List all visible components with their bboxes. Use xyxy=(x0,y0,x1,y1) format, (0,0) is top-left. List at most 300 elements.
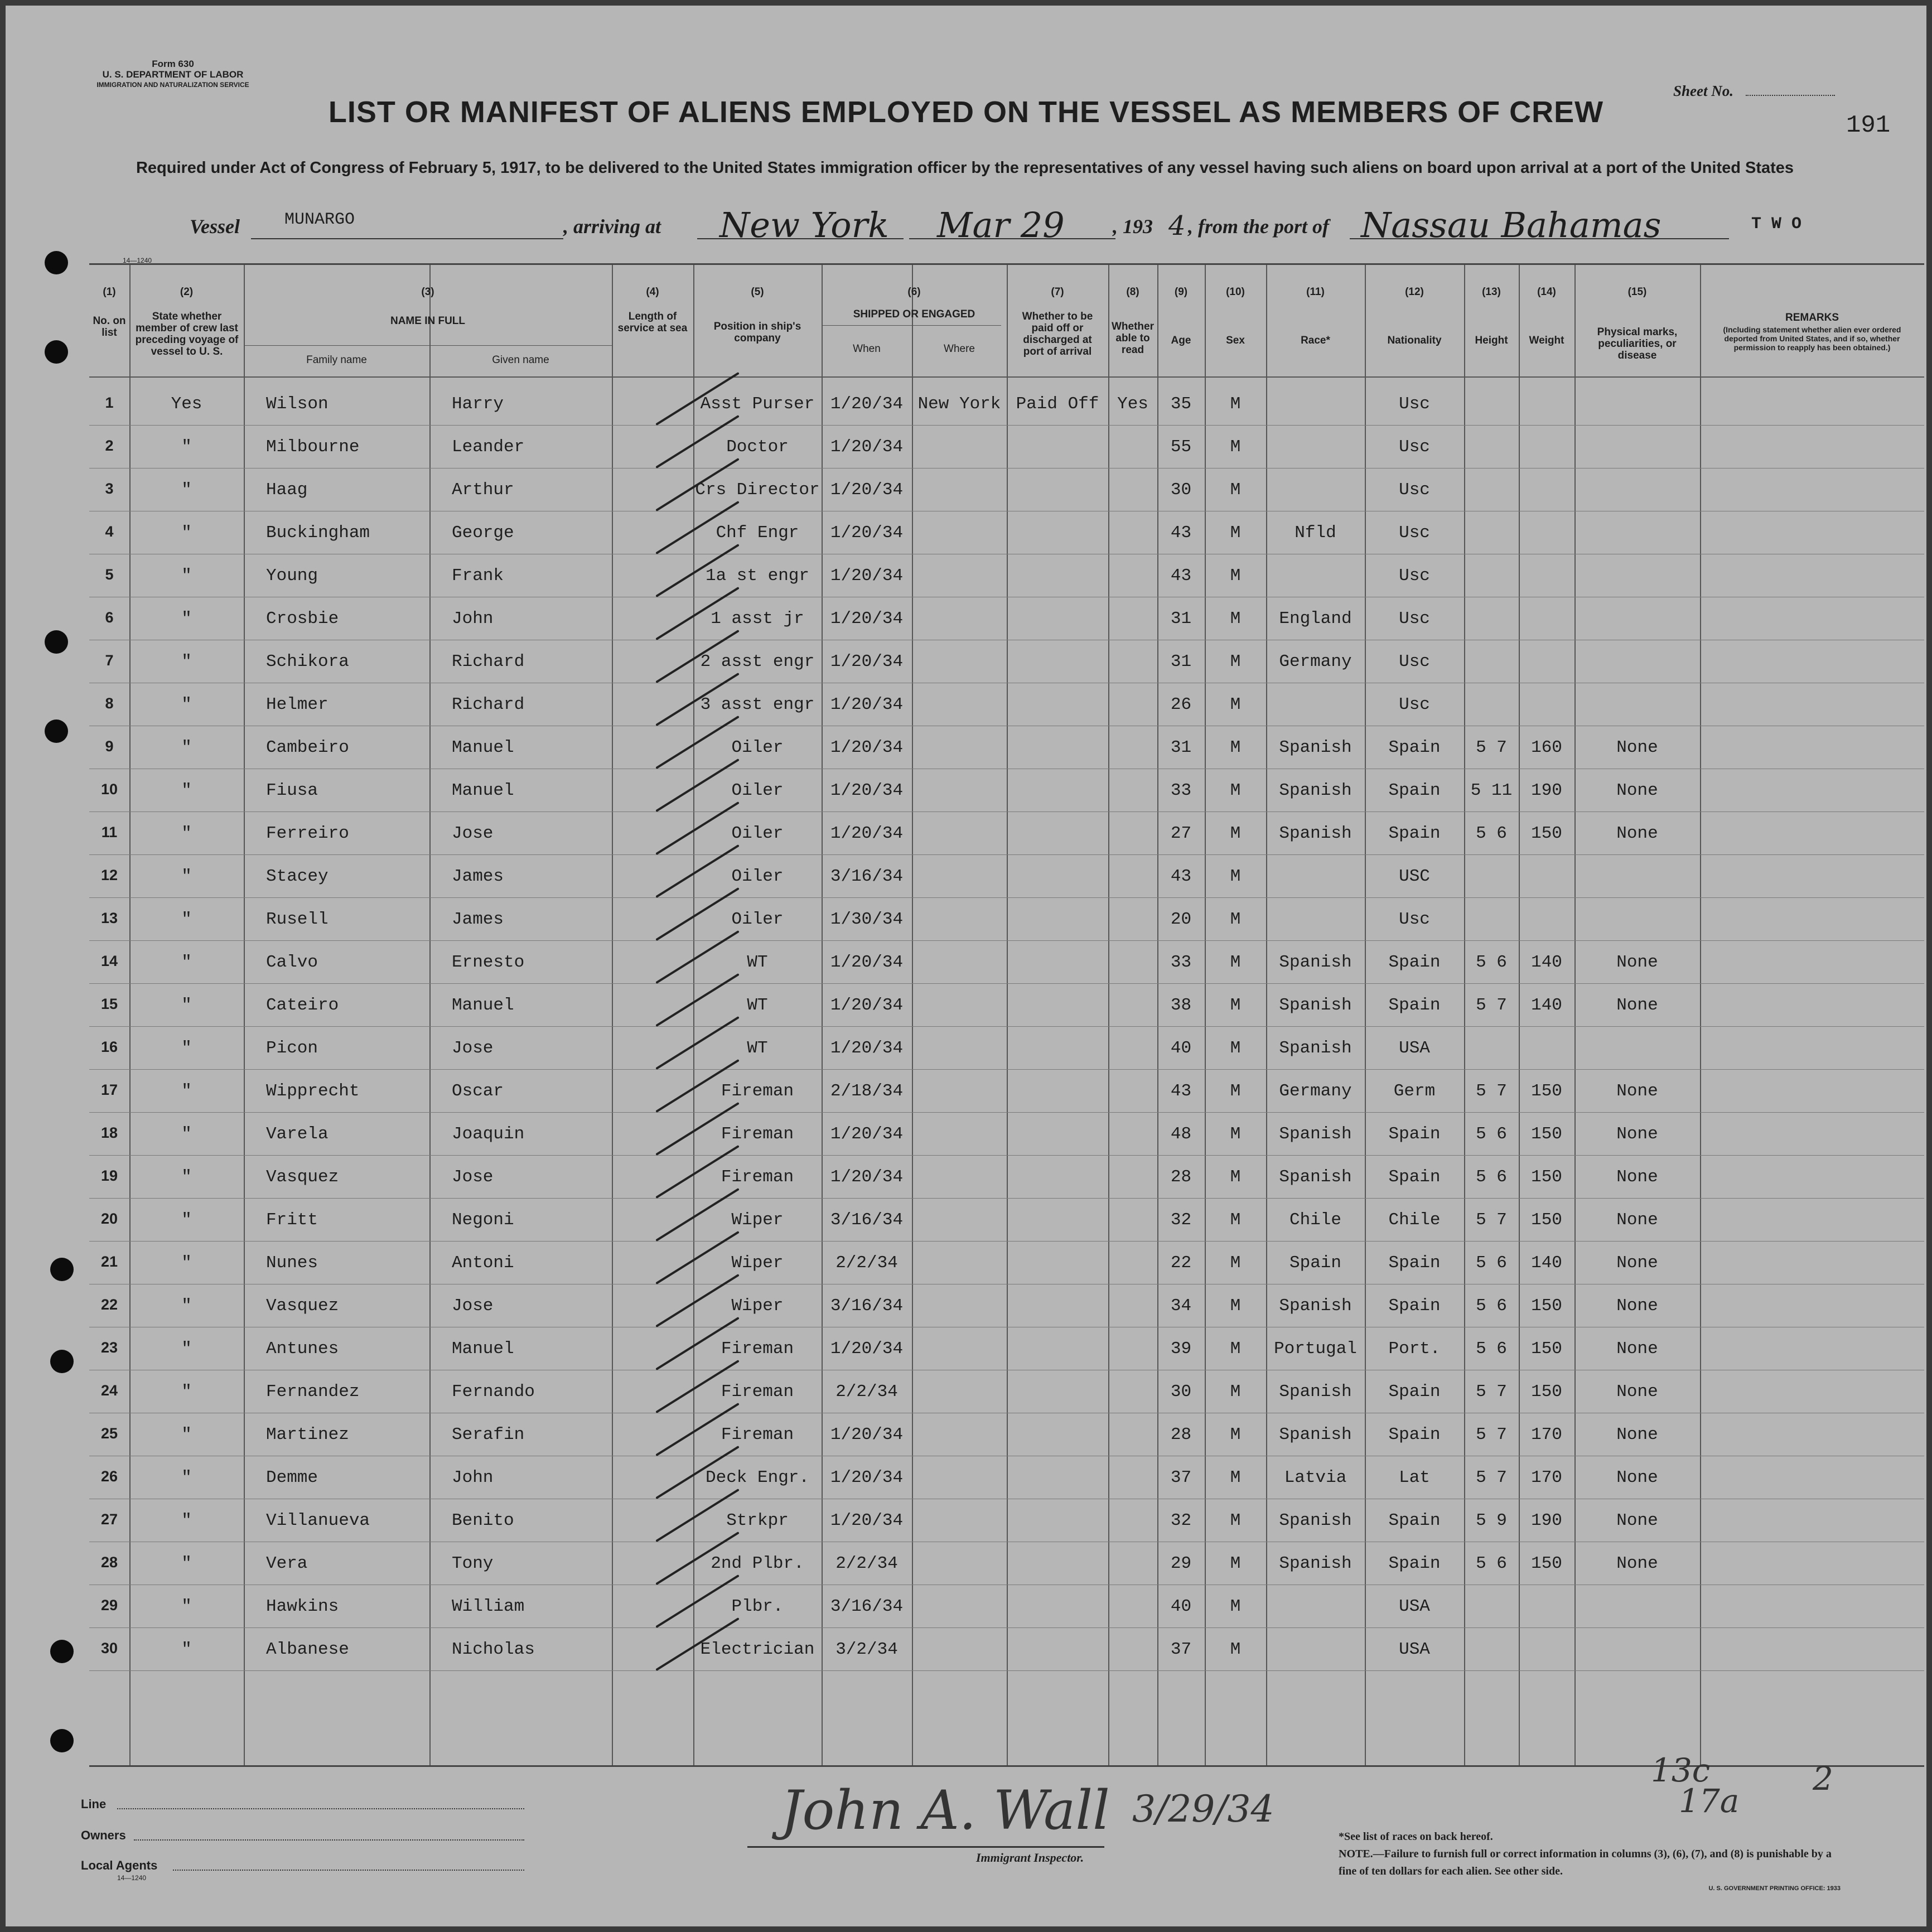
col-header-family-name: Family name xyxy=(306,354,367,366)
nationality-cell: Spain xyxy=(1388,996,1441,1015)
col-header-where: Where xyxy=(944,343,975,355)
nationality-cell: Spain xyxy=(1388,738,1441,757)
row-number: 20 xyxy=(100,1210,118,1227)
family-name-cell: Wilson xyxy=(266,394,329,414)
position-cell: Wiper xyxy=(731,1296,784,1316)
paid-off-cell: Paid Off xyxy=(1016,394,1099,414)
shipped-when-cell: 3/16/34 xyxy=(830,1210,904,1230)
position-cell: Oiler xyxy=(731,781,784,800)
punch-hole xyxy=(50,1350,74,1373)
nationality-cell: Usc xyxy=(1399,437,1430,457)
given-name-cell: Fernando xyxy=(452,1382,535,1402)
col-header-position: Position in ship's company xyxy=(713,321,801,344)
nationality-cell: Usc xyxy=(1399,609,1430,629)
previous-voyage-cell: " xyxy=(181,652,192,672)
shipped-when-cell: 1/20/34 xyxy=(830,781,904,800)
sex-cell: M xyxy=(1230,437,1241,457)
previous-voyage-cell: " xyxy=(181,609,192,629)
punch-hole xyxy=(45,719,68,743)
punch-hole xyxy=(45,630,68,654)
sex-cell: M xyxy=(1230,1253,1241,1273)
weight-cell: 140 xyxy=(1531,1253,1562,1273)
weight-cell: 150 xyxy=(1531,1382,1562,1402)
row-number: 5 xyxy=(105,566,114,583)
family-name-cell: Varela xyxy=(266,1124,329,1144)
nationality-cell: Spain xyxy=(1388,1382,1441,1402)
family-name-cell: Calvo xyxy=(266,953,318,972)
age-cell: 32 xyxy=(1170,1210,1192,1230)
previous-voyage-cell: " xyxy=(181,867,192,886)
col-header-shipped: SHIPPED OR ENGAGED xyxy=(853,308,975,320)
race-cell: Spanish xyxy=(1279,1382,1352,1402)
shipped-when-cell: 1/20/34 xyxy=(830,652,904,672)
row-number: 18 xyxy=(100,1124,118,1141)
table-row xyxy=(89,1627,1924,1670)
nationality-cell: Spain xyxy=(1388,1124,1441,1144)
shipped-when-cell: 3/16/34 xyxy=(830,867,904,886)
family-name-cell: Martinez xyxy=(266,1425,349,1445)
signature-date: 3/29/34 xyxy=(1132,1788,1274,1830)
row-number: 4 xyxy=(105,523,114,540)
shipped-when-cell: 1/20/34 xyxy=(830,480,904,500)
row-number: 24 xyxy=(100,1382,118,1399)
sex-cell: M xyxy=(1230,1425,1241,1445)
physical-marks-cell: None xyxy=(1616,1296,1658,1316)
race-cell: Portugal xyxy=(1274,1339,1357,1359)
col-num-13: (13) xyxy=(1482,286,1501,298)
physical-marks-cell: None xyxy=(1616,1339,1658,1359)
vessel-label: Vessel xyxy=(190,215,240,238)
row-number: 21 xyxy=(100,1253,118,1270)
nationality-cell: Spain xyxy=(1388,781,1441,800)
col-header-sex: Sex xyxy=(1226,335,1245,346)
given-name-cell: Joaquin xyxy=(452,1124,525,1144)
row-number: 27 xyxy=(100,1511,118,1528)
shipped-when-cell: 1/20/34 xyxy=(830,1511,904,1530)
sex-cell: M xyxy=(1230,781,1241,800)
physical-marks-cell: None xyxy=(1616,824,1658,843)
shipped-when-cell: 1/20/34 xyxy=(830,1468,904,1487)
form-header xyxy=(73,59,273,90)
stamped-page-number: 191 xyxy=(1846,112,1891,139)
year-prefix: , 193 xyxy=(1113,215,1153,238)
position-cell: Chf Engr xyxy=(716,523,799,543)
table-row xyxy=(89,554,1924,597)
position-cell: 2 asst engr xyxy=(700,652,815,672)
weight-cell: 150 xyxy=(1531,1167,1562,1187)
previous-voyage-cell: " xyxy=(181,480,192,500)
previous-voyage-cell: Yes xyxy=(171,394,202,414)
given-name-cell: James xyxy=(452,867,504,886)
shipped-when-cell: 3/16/34 xyxy=(830,1296,904,1316)
col-header-name: NAME IN FULL xyxy=(390,315,466,327)
family-name-cell: Haag xyxy=(266,480,308,500)
previous-voyage-cell: " xyxy=(181,738,192,757)
table-row xyxy=(89,1370,1924,1413)
table-row xyxy=(89,511,1924,554)
sex-cell: M xyxy=(1230,1210,1241,1230)
sex-cell: M xyxy=(1230,1081,1241,1101)
age-cell: 34 xyxy=(1170,1296,1192,1316)
table-row xyxy=(89,640,1924,683)
sex-cell: M xyxy=(1230,695,1241,714)
sex-cell: M xyxy=(1230,1039,1241,1058)
col-header-age: Age xyxy=(1171,335,1191,346)
age-cell: 20 xyxy=(1170,910,1192,929)
department-name: U. S. DEPARTMENT OF LABOR xyxy=(102,69,244,80)
row-number: 1 xyxy=(105,394,114,411)
sheet-word: T W O xyxy=(1751,215,1802,234)
shipped-when-cell: 2/2/34 xyxy=(835,1554,898,1573)
shipped-when-cell: 1/20/34 xyxy=(830,1425,904,1445)
service-name: IMMIGRATION AND NATURALIZATION SERVICE xyxy=(96,81,249,89)
weight-cell: 170 xyxy=(1531,1425,1562,1445)
given-name-cell: Jose xyxy=(452,824,494,843)
position-cell: Wiper xyxy=(731,1253,784,1273)
shipped-when-cell: 1/20/34 xyxy=(830,1039,904,1058)
family-name-cell: Milbourne xyxy=(266,437,360,457)
previous-voyage-cell: " xyxy=(181,1210,192,1230)
age-cell: 40 xyxy=(1170,1039,1192,1058)
age-cell: 43 xyxy=(1170,1081,1192,1101)
race-cell: Spanish xyxy=(1279,738,1352,757)
given-name-cell: Jose xyxy=(452,1167,494,1187)
sex-cell: M xyxy=(1230,996,1241,1015)
table-row xyxy=(89,983,1924,1026)
sex-cell: M xyxy=(1230,953,1241,972)
position-cell: Oiler xyxy=(731,867,784,886)
previous-voyage-cell: " xyxy=(181,910,192,929)
row-number: 28 xyxy=(100,1554,118,1571)
previous-voyage-cell: " xyxy=(181,695,192,714)
table-row xyxy=(89,812,1924,854)
shipped-when-cell: 2/2/34 xyxy=(835,1253,898,1273)
race-cell: Spanish xyxy=(1279,824,1352,843)
owners-dots xyxy=(134,1839,524,1841)
age-cell: 31 xyxy=(1170,652,1192,672)
family-name-cell: Young xyxy=(266,566,318,586)
given-name-cell: Richard xyxy=(452,695,525,714)
able-to-read-cell: Yes xyxy=(1117,394,1148,414)
from-port: Nassau Bahamas xyxy=(1361,205,1661,245)
weight-cell: 190 xyxy=(1531,781,1562,800)
table-row xyxy=(89,1284,1924,1327)
physical-marks-cell: None xyxy=(1616,738,1658,757)
nationality-cell: Spain xyxy=(1388,953,1441,972)
agents-dots xyxy=(173,1870,524,1871)
age-cell: 31 xyxy=(1170,738,1192,757)
family-name-cell: Demme xyxy=(266,1468,318,1487)
shipped-when-cell: 1/20/34 xyxy=(830,953,904,972)
physical-marks-cell: None xyxy=(1616,1253,1658,1273)
date-underline xyxy=(909,238,1115,239)
table-row xyxy=(89,1026,1924,1069)
crew-table xyxy=(89,263,1924,1767)
race-cell: Spanish xyxy=(1279,1554,1352,1573)
family-name-cell: Helmer xyxy=(266,695,329,714)
race-cell: Spanish xyxy=(1279,1425,1352,1445)
nationality-cell: USA xyxy=(1399,1597,1430,1616)
margin-note-a: 13c xyxy=(1651,1751,1711,1789)
form-number: Form 630 xyxy=(152,59,194,69)
height-cell: 5 9 xyxy=(1476,1511,1507,1530)
agents-code: 14—1240 xyxy=(117,1874,147,1882)
col-header-remarks-note: (Including statement whether alien ever ordered deported from United States, and if so, whether permission to reapply has been obtained.) xyxy=(1723,325,1901,352)
height-cell: 5 6 xyxy=(1476,1167,1507,1187)
previous-voyage-cell: " xyxy=(181,566,192,586)
age-cell: 40 xyxy=(1170,1597,1192,1616)
race-cell: Germany xyxy=(1279,652,1352,672)
nationality-cell: Usc xyxy=(1399,523,1430,543)
form-code-top: 14—1240 xyxy=(123,257,152,264)
col-num-15: (15) xyxy=(1627,286,1647,298)
shipped-when-cell: 1/20/34 xyxy=(830,996,904,1015)
family-name-cell: Cambeiro xyxy=(266,738,349,757)
race-cell: Spanish xyxy=(1279,1167,1352,1187)
line-dots xyxy=(117,1808,524,1809)
sex-cell: M xyxy=(1230,1124,1241,1144)
col-header-number: No. on list xyxy=(93,315,126,339)
position-cell: 1 asst jr xyxy=(711,609,804,629)
nationality-cell: Germ xyxy=(1393,1081,1436,1101)
table-row xyxy=(89,1413,1924,1456)
shipped-when-cell: 1/20/34 xyxy=(830,1339,904,1359)
race-cell: England xyxy=(1279,609,1352,629)
weight-cell: 170 xyxy=(1531,1468,1562,1487)
agents-label: Local Agents xyxy=(81,1858,158,1872)
given-name-cell: John xyxy=(452,609,494,629)
position-cell: 3 asst engr xyxy=(700,695,815,714)
table-row xyxy=(89,1241,1924,1284)
position-cell: Fireman xyxy=(721,1425,794,1445)
age-cell: 28 xyxy=(1170,1167,1192,1187)
col-header-read: Whether able to read xyxy=(1112,321,1154,356)
given-name-cell: Frank xyxy=(452,566,504,586)
table-row xyxy=(89,1112,1924,1155)
height-cell: 5 11 xyxy=(1470,781,1513,800)
race-cell: Germany xyxy=(1279,1081,1352,1101)
races-note: *See list of races on back hereof. xyxy=(1339,1830,1493,1843)
previous-voyage-cell: " xyxy=(181,1554,192,1573)
given-name-cell: John xyxy=(452,1468,494,1487)
table-row xyxy=(89,1327,1924,1370)
family-name-cell: Schikora xyxy=(266,652,349,672)
manifest-title: LIST OR MANIFEST OF ALIENS EMPLOYED ON THE VESSEL AS MEMBERS OF CREW xyxy=(328,95,1604,129)
col-header-service-length: Length of service at sea xyxy=(617,311,688,334)
shipped-when-cell: 3/2/34 xyxy=(835,1640,898,1659)
arrival-port: New York xyxy=(719,205,889,245)
previous-voyage-cell: " xyxy=(181,1167,192,1187)
position-cell: Fireman xyxy=(721,1081,794,1101)
sex-cell: M xyxy=(1230,1382,1241,1402)
family-name-cell: Fernandez xyxy=(266,1382,360,1402)
table-row xyxy=(89,1155,1924,1198)
age-cell: 37 xyxy=(1170,1640,1192,1659)
weight-cell: 150 xyxy=(1531,1081,1562,1101)
table-row xyxy=(89,1456,1924,1499)
owners-label: Owners xyxy=(81,1828,126,1842)
position-cell: Crs Director xyxy=(695,480,820,500)
sex-cell: M xyxy=(1230,566,1241,586)
position-cell: Deck Engr. xyxy=(705,1468,810,1487)
given-name-cell: George xyxy=(452,523,514,543)
age-cell: 37 xyxy=(1170,1468,1192,1487)
weight-cell: 140 xyxy=(1531,996,1562,1015)
age-cell: 33 xyxy=(1170,953,1192,972)
height-cell: 5 7 xyxy=(1476,1468,1507,1487)
given-name-cell: Benito xyxy=(452,1511,514,1530)
sex-cell: M xyxy=(1230,1640,1241,1659)
sex-cell: M xyxy=(1230,910,1241,929)
family-name-cell: Ferreiro xyxy=(266,824,349,843)
given-name-cell: William xyxy=(452,1597,525,1616)
row-number: 2 xyxy=(105,437,114,454)
row-number: 11 xyxy=(101,824,118,841)
previous-voyage-cell: " xyxy=(181,1382,192,1402)
age-cell: 28 xyxy=(1170,1425,1192,1445)
previous-voyage-cell: " xyxy=(181,523,192,543)
punch-hole xyxy=(50,1729,74,1752)
col-header-weight: Weight xyxy=(1529,335,1564,346)
weight-cell: 150 xyxy=(1531,1124,1562,1144)
race-cell: Spain xyxy=(1289,1253,1341,1273)
given-name-cell: James xyxy=(452,910,504,929)
family-name-cell: Buckingham xyxy=(266,523,370,543)
col-header-paid-off: Whether to be paid off or discharged at port of arrival xyxy=(1022,311,1093,358)
given-name-cell: Manuel xyxy=(452,1339,514,1359)
inspector-label: Immigrant Inspector. xyxy=(976,1851,1084,1865)
shipped-when-cell: 3/16/34 xyxy=(830,1597,904,1616)
row-number: 10 xyxy=(100,781,118,798)
col-num-6: (6) xyxy=(907,286,921,298)
nationality-cell: Spain xyxy=(1388,1253,1441,1273)
age-cell: 31 xyxy=(1170,609,1192,629)
nationality-cell: USA xyxy=(1399,1640,1430,1659)
given-name-cell: Negoni xyxy=(452,1210,514,1230)
height-cell: 5 7 xyxy=(1476,1210,1507,1230)
physical-marks-cell: None xyxy=(1616,1554,1658,1573)
from-port-label: , from the port of xyxy=(1188,215,1330,238)
race-cell: Spanish xyxy=(1279,953,1352,972)
age-cell: 32 xyxy=(1170,1511,1192,1530)
age-cell: 30 xyxy=(1170,1382,1192,1402)
position-cell: WT xyxy=(747,1039,768,1058)
height-cell: 5 7 xyxy=(1476,738,1507,757)
position-cell: Plbr. xyxy=(731,1597,784,1616)
previous-voyage-cell: " xyxy=(181,781,192,800)
shipped-when-cell: 1/30/34 xyxy=(830,910,904,929)
shipped-when-cell: 1/20/34 xyxy=(830,566,904,586)
position-cell: 2nd Plbr. xyxy=(711,1554,804,1573)
height-cell: 5 6 xyxy=(1476,1124,1507,1144)
nationality-cell: Port. xyxy=(1388,1339,1441,1359)
given-name-cell: Leander xyxy=(452,437,525,457)
shipped-when-cell: 1/20/34 xyxy=(830,1124,904,1144)
nationality-cell: Spain xyxy=(1388,1425,1441,1445)
sex-cell: M xyxy=(1230,609,1241,629)
table-row xyxy=(89,1585,1924,1627)
position-cell: Asst Purser xyxy=(700,394,815,414)
manifest-sheet xyxy=(6,6,1926,1926)
weight-cell: 190 xyxy=(1531,1511,1562,1530)
sex-cell: M xyxy=(1230,1339,1241,1359)
previous-voyage-cell: " xyxy=(181,1640,192,1659)
row-number: 15 xyxy=(100,996,118,1012)
shipped-when-cell: 1/20/34 xyxy=(830,695,904,714)
height-cell: 5 6 xyxy=(1476,1296,1507,1316)
given-name-cell: Tony xyxy=(452,1554,494,1573)
age-cell: 30 xyxy=(1170,480,1192,500)
nationality-cell: USC xyxy=(1399,867,1430,886)
given-name-cell: Manuel xyxy=(452,996,514,1015)
family-name-cell: Fiusa xyxy=(266,781,318,800)
row-number: 16 xyxy=(100,1039,118,1055)
sex-cell: M xyxy=(1230,1296,1241,1316)
height-cell: 5 7 xyxy=(1476,1425,1507,1445)
position-cell: Fireman xyxy=(721,1124,794,1144)
table-row xyxy=(89,940,1924,983)
sex-cell: M xyxy=(1230,1511,1241,1530)
table-row xyxy=(89,854,1924,897)
given-name-cell: Jose xyxy=(452,1039,494,1058)
physical-marks-cell: None xyxy=(1616,1425,1658,1445)
col-num-14: (14) xyxy=(1537,286,1556,298)
punch-hole xyxy=(45,251,68,274)
family-name-cell: Stacey xyxy=(266,867,329,886)
sex-cell: M xyxy=(1230,1597,1241,1616)
nationality-cell: Usc xyxy=(1399,480,1430,500)
shipped-when-cell: 1/20/34 xyxy=(830,437,904,457)
shipped-when-cell: 1/20/34 xyxy=(830,738,904,757)
physical-marks-cell: None xyxy=(1616,1468,1658,1487)
punch-hole xyxy=(45,340,68,364)
race-cell: Spanish xyxy=(1279,1124,1352,1144)
punch-hole xyxy=(50,1640,74,1663)
physical-marks-cell: None xyxy=(1616,1210,1658,1230)
weight-cell: 150 xyxy=(1531,1296,1562,1316)
given-name-cell: Jose xyxy=(452,1296,494,1316)
row-number: 19 xyxy=(100,1167,118,1184)
previous-voyage-cell: " xyxy=(181,996,192,1015)
family-name-cell: Antunes xyxy=(266,1339,339,1359)
family-name-cell: Rusell xyxy=(266,910,329,929)
table-row xyxy=(89,726,1924,769)
table-row xyxy=(89,1069,1924,1112)
port-underline xyxy=(697,238,904,239)
age-cell: 55 xyxy=(1170,437,1192,457)
col-num-5: (5) xyxy=(751,286,764,298)
table-row xyxy=(89,1542,1924,1585)
family-name-cell: Cateiro xyxy=(266,996,339,1015)
previous-voyage-cell: " xyxy=(181,953,192,972)
position-cell: Fireman xyxy=(721,1382,794,1402)
sex-cell: M xyxy=(1230,1554,1241,1573)
col-num-12: (12) xyxy=(1405,286,1424,298)
height-cell: 5 6 xyxy=(1476,1339,1507,1359)
physical-marks-cell: None xyxy=(1616,1124,1658,1144)
nationality-cell: Spain xyxy=(1388,1554,1441,1573)
col-num-1: (1) xyxy=(103,286,116,298)
height-cell: 5 6 xyxy=(1476,824,1507,843)
family-name-cell: Vasquez xyxy=(266,1167,339,1187)
shipped-where-cell: New York xyxy=(917,394,1001,414)
row-number: 25 xyxy=(100,1425,118,1442)
sex-cell: M xyxy=(1230,738,1241,757)
weight-cell: 160 xyxy=(1531,738,1562,757)
punch-hole xyxy=(50,1258,74,1281)
height-cell: 5 6 xyxy=(1476,1253,1507,1273)
previous-voyage-cell: " xyxy=(181,1039,192,1058)
